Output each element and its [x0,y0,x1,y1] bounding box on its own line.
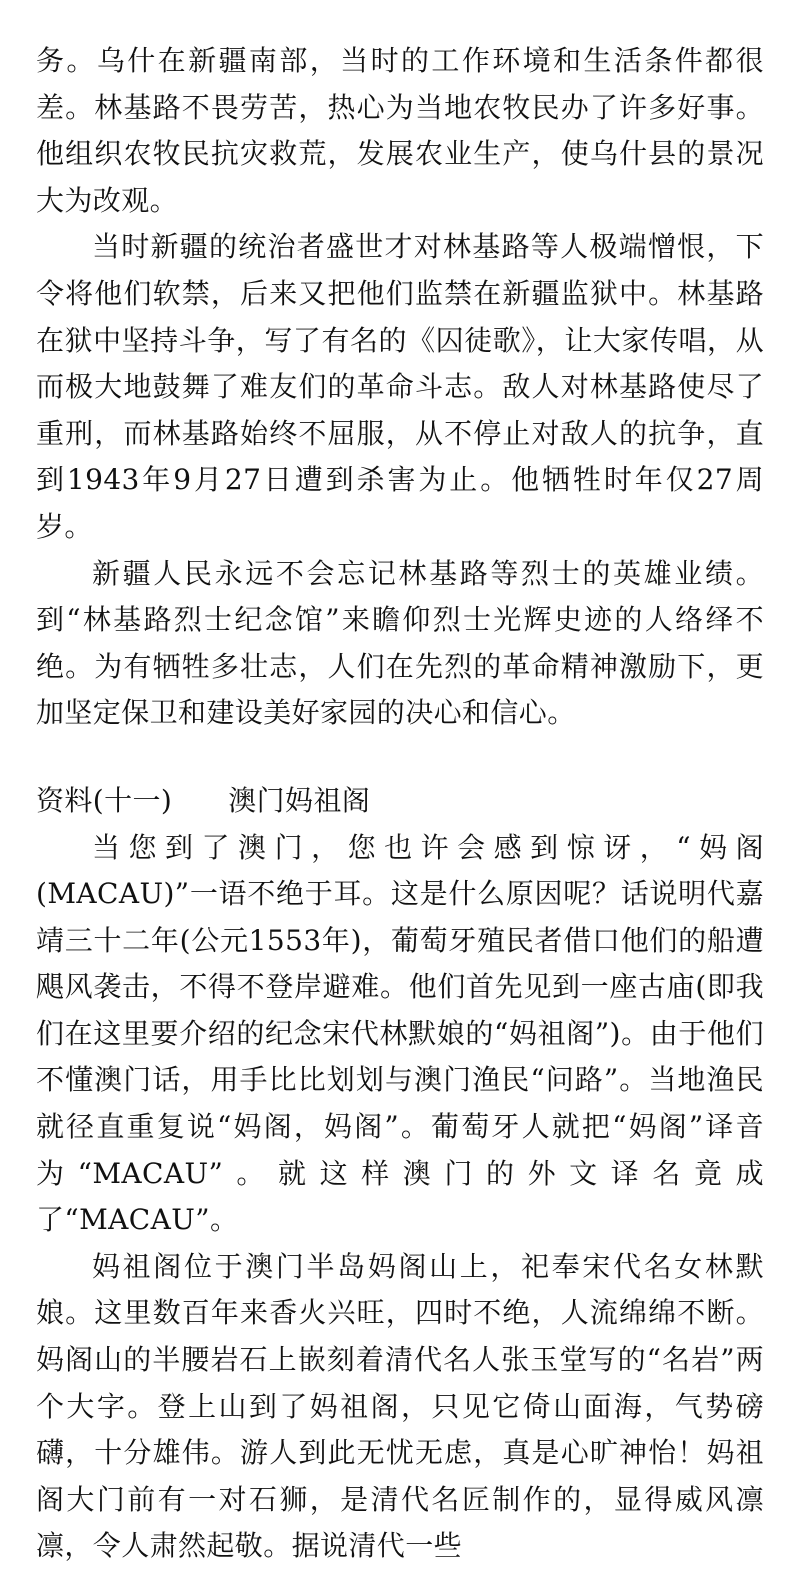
paragraph-macau-name: 当您到了澳门，您也许会感到惊讶，“妈阁(MACAU)”一语不绝于耳。这是什么原因呢？话说明代嘉靖三十二年(公元1553年)，葡萄牙殖民者借口他们的船遭飓风袭击，不得不登岸避难。他们首先见到一座古庙(即我们在这里要介绍的纪念宋代林默娘的“妈祖阁”)。由于他们不懂澳门话，用手比比划划与澳门渔民“问路”。当地渔民就径直重复说“妈阁，妈阁”。葡萄牙人就把“妈阁”译音为“MACAU”。就这样澳门的外文译名竟成了“MACAU”。 [36,830,764,1237]
document-page [36,38,764,1570]
paragraph-memorial: 新疆人民永远不会忘记林基路等烈士的英雄业绩。到“林基路烈士纪念馆”来瞻仰烈士光辉史迹的人络绎不绝。为有牺牲多壮志，人们在先烈的革命精神激励下，更加坚定保卫和建设美好家园的决心和信心。 [36,556,764,730]
section-title: 澳门妈祖阁 [228,783,371,817]
section-label: 资料(十一) [36,783,173,817]
paragraph-sheng-shicai: 当时新疆的统治者盛世才对林基路等人极端憎恨，下令将他们软禁，后来又把他们监禁在新疆监狱中。林基路在狱中坚持斗争，写了有名的《囚徒歌》，让大家传唱，从而极大地鼓舞了难友们的革命斗志。敌人对林基路使尽了重刑，而林基路始终不屈服，从不停止对敌人的抗争，直到1943年9月27日遭到杀害为止。他牺牲时年仅27周岁。 [36,230,764,543]
section-heading [36,778,764,825]
section-gap [36,737,764,778]
paragraph-continuation: 务。乌什在新疆南部，当时的工作环境和生活条件都很差。林基路不畏劳苦，热心为当地农牧民办了许多好事。他组织农牧民抗灾救荒，发展农业生产，使乌什县的景况大为改观。 [36,44,764,217]
paragraph-mazu-temple: 妈祖阁位于澳门半岛妈阁山上，祀奉宋代名女林默娘。这里数百年来香火兴旺，四时不绝，人流绵绵不断。妈阁山的半腰岩石上嵌刻着清代名人张玉堂写的“名岩”两个大字。登上山到了妈祖阁，只见它倚山面海，气势磅礴，十分雄伟。游人到此无忧无虑，真是心旷神怡！妈祖阁大门前有一对石狮，是清代名匠制作的，显得威风凛凛，令人肃然起敬。据说清代一些 [36,1249,764,1563]
